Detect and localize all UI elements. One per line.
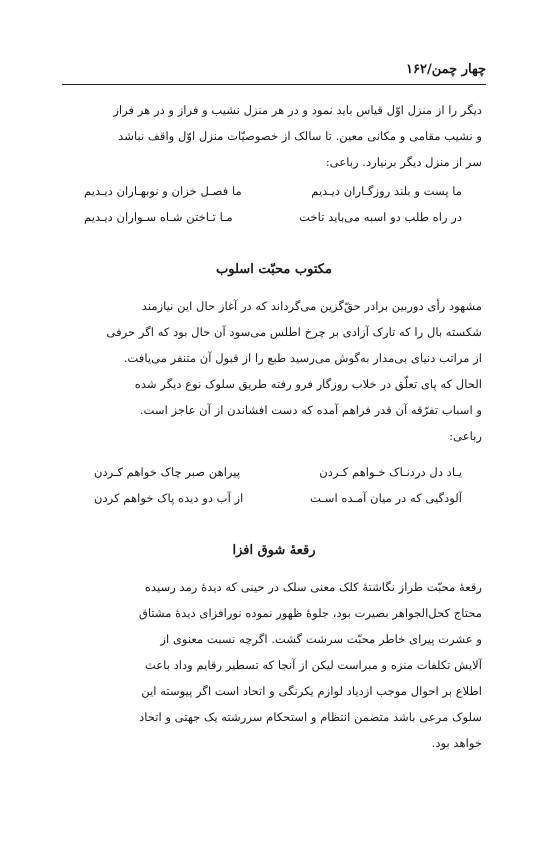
text-line: و نشیب مقامی و مکانی معین. تا سالک از خصوصیّات منزل اوّل واقف نباشد [118,129,482,143]
text-line: رقعهٔ محبّت طراز نگاشتهٔ کلک معنی سلک در حینی که دیدهٔ رمد رسیده [144,580,482,594]
section-heading: رقعهٔ شوق افزا [232,543,316,558]
verse-line [84,184,462,206]
verse-line [94,491,462,513]
verse-line [84,210,462,232]
verse-hemistich-second: مـا تـاختن شـاه سـواران دیـدیم [84,210,233,224]
text-line: رباعی: [449,429,482,443]
verse-hemistich-second: از آب دو دیده پاک خواهم کردن [94,491,244,505]
text-line: خواهد بود. [431,736,482,750]
letter-paragraph [64,293,482,449]
text-line: شکسته بال را که تارک آزادی بر چرخ اطلس می‌سود آن حال بود که اگر حرفی [106,325,482,339]
verse-hemistich-second: پیراهن صبر چاک خواهم کـردن [94,465,241,479]
text-line: و عشرت پیرای خاطر محبّت سرشت گشت. اگرچه نسبت معنوی از [160,632,482,646]
verse-hemistich-second: ما فصـل خزان و نوبهـاران دیـدیم [84,184,242,198]
text-line: از مراتب دنیای بی‌مدار به‌گوش می‌رسید طبع را از قبول آن متنفر می‌یافت. [123,351,482,365]
verse-hemistich-first: در راه طلب دو اسبه می‌باید تاخت [299,210,462,224]
note-paragraph [64,574,482,756]
text-line: دیگر را از منزل اوّل قیاس باید نمود و در هر منزل نشیب و فراز و در هر فراز [113,103,482,117]
text-line: سلوک مرعی باشد متضمن انتظام و استحکام سررشته یک جهتی و اتحاد [139,710,482,724]
text-line: سر از منزل دیگر برنیارد. رباعی: [325,155,482,169]
text-line: محتاج کحل‌الجواهر بصیرت بود، جلوهٔ ظهور نموده نورافزای دیدهٔ مشتاق [138,606,482,620]
page-header [62,58,486,85]
section-heading: مکتوب محبّت اسلوب [216,262,332,277]
text-line: الحال که پای تعلّق در خلاب روزگار فرو رفته طریق سلوک نوع دیگر شده [134,377,482,391]
verse-line [94,465,462,487]
text-line: و اسباب تفرّقه آن قدر فراهم آمده که دست افشاندن از آن عاجز است. [139,403,482,417]
text-line: اطلاع بر احوال موجب ازدیاد لوازم یکرنگی و اتحاد است اگر پیوسته این [141,684,482,698]
text-line: مشهود رأی دوربین برادر حقّ‌گزین می‌گرداند که در آغاز حال این نیازمند [141,299,482,313]
verse-hemistich-first: آلودگیی که در میان آمـده اسـت [310,491,462,505]
verse-hemistich-first: یـاد دل دردنـاک خـواهم کـردن [319,465,462,479]
verse-hemistich-first: ما پست و بلند روزگـاران دیـدیم [311,184,462,198]
running-title: چهار چمن/۱۶۲ [406,62,486,77]
text-line: آلایش تکلفات منزه و مبراست لیکن از آنجا که تسطیر رقایم وداد باعث [144,658,482,672]
opening-paragraph [64,97,482,175]
